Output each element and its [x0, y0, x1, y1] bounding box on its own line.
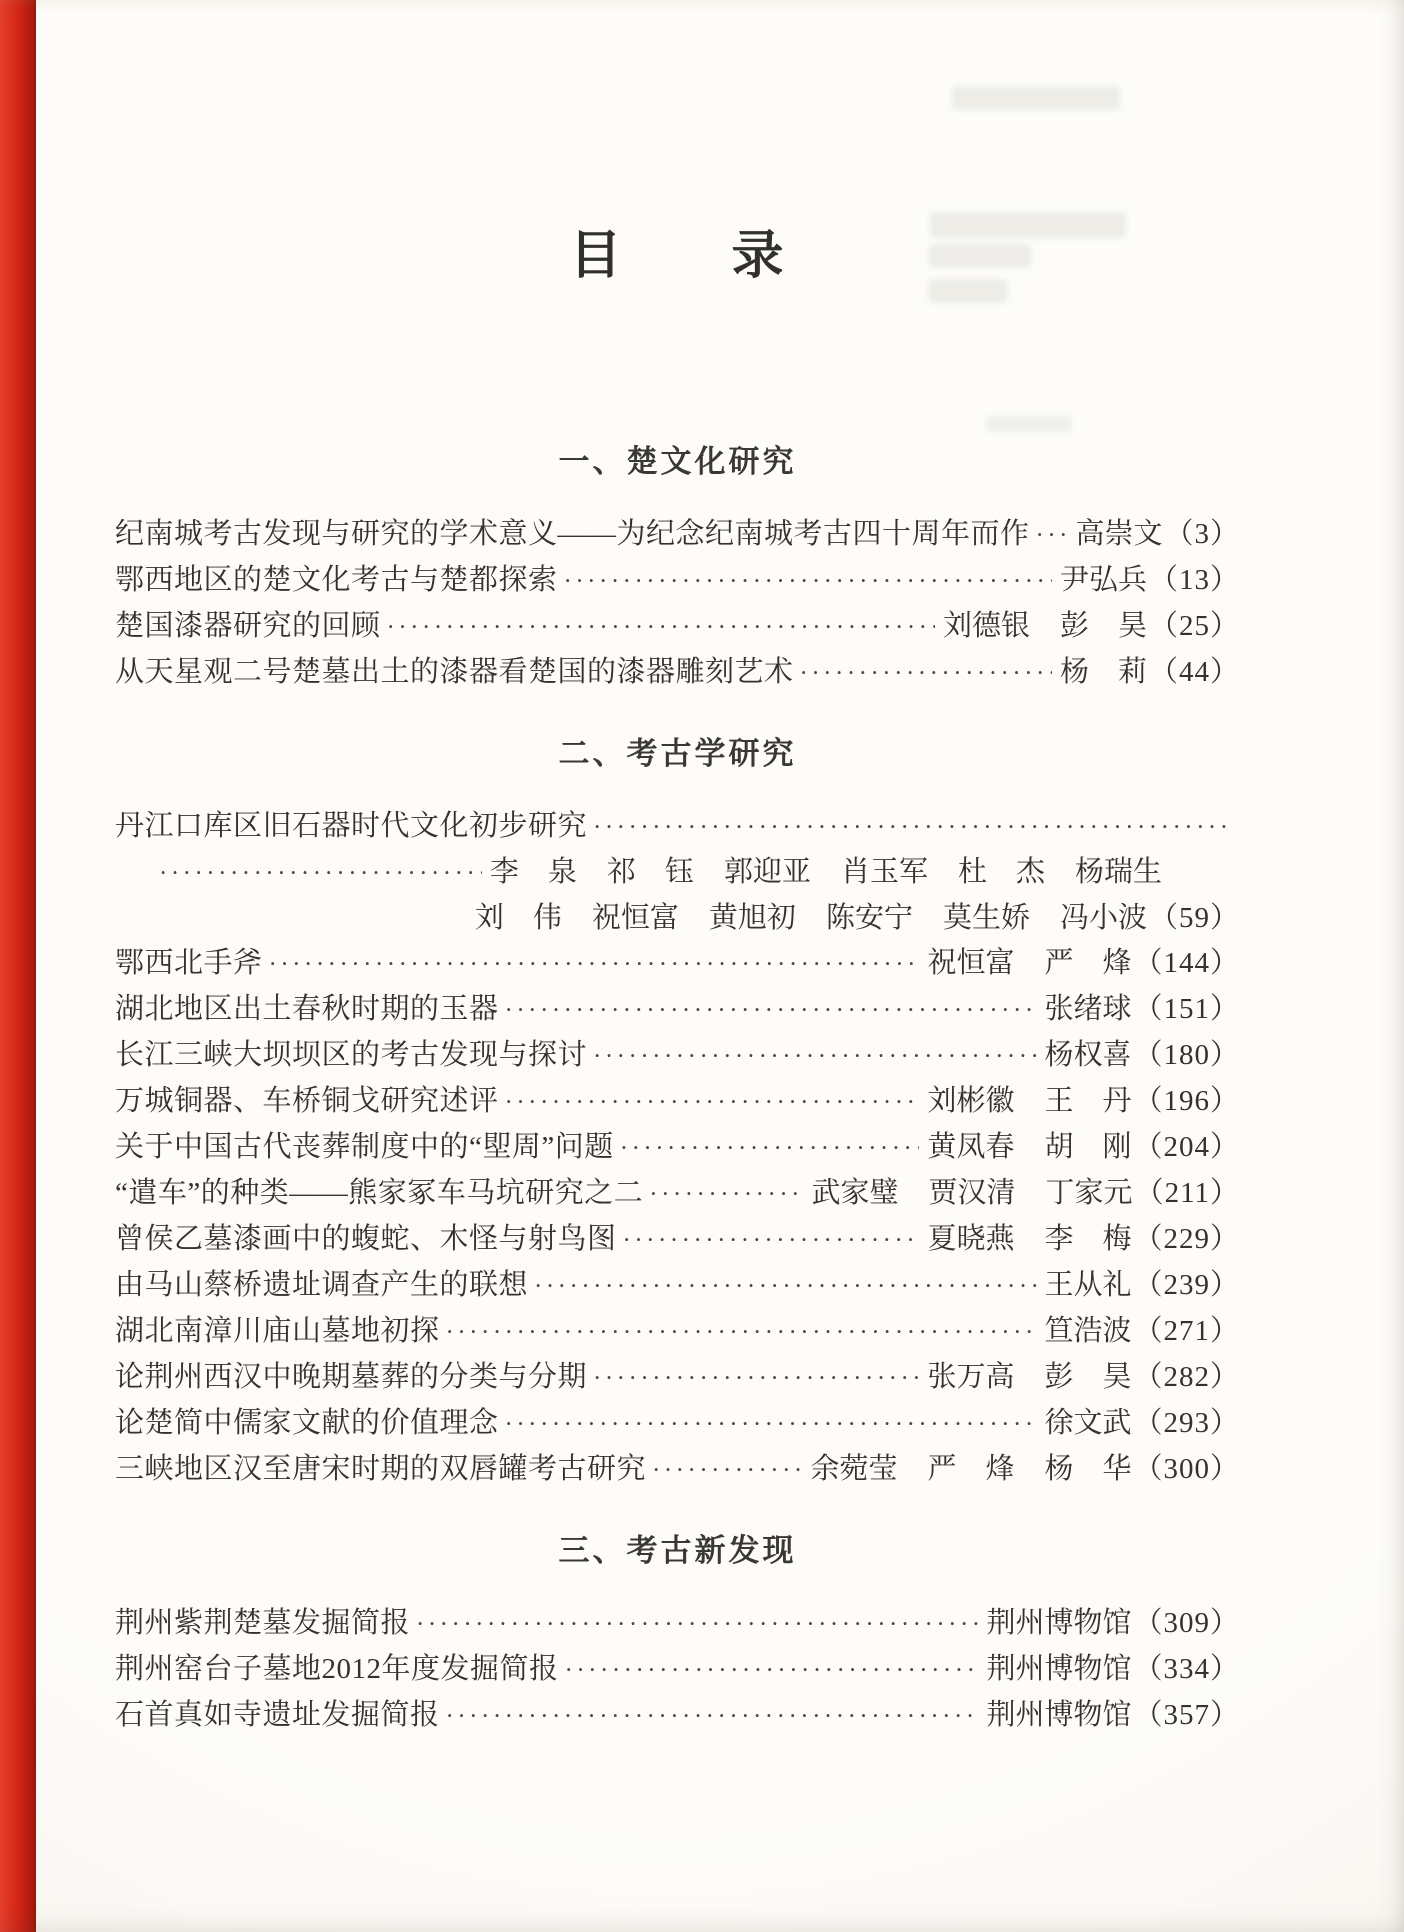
- entry-page-number: （229）: [1133, 1223, 1240, 1255]
- dot-leader: [505, 988, 1037, 1033]
- entry-page-number: （25）: [1148, 610, 1240, 642]
- entry-author: 荆州博物馆: [986, 1653, 1132, 1685]
- dot-leader: [534, 1264, 1036, 1309]
- section-entries: [115, 804, 1240, 1493]
- toc-entry-line: [115, 1401, 1240, 1447]
- dot-leader: [446, 1694, 979, 1739]
- dot-leader: [565, 1648, 979, 1693]
- entry-page-number: （144）: [1133, 947, 1240, 979]
- entry-author: 肖玉军: [840, 856, 928, 888]
- toc-entry-line: [115, 1309, 1240, 1355]
- entry-title: 鄂西北手斧: [115, 947, 263, 979]
- entry-authors: [812, 1171, 1133, 1216]
- entry-page-number: （271）: [1133, 1315, 1240, 1347]
- entry-author: 荆州博物馆: [986, 1699, 1132, 1731]
- dot-leader: [159, 851, 482, 896]
- dot-leader: [269, 942, 920, 987]
- entry-authors: [810, 1447, 1131, 1492]
- toc-entry-line: [115, 1033, 1240, 1079]
- entry-authors: [986, 1647, 1131, 1692]
- entry-author: 丁家元: [1045, 1177, 1133, 1209]
- toc-entry-line: [115, 1601, 1240, 1647]
- toc-entry-line: [115, 896, 1240, 941]
- entry-author: 祝恒富: [591, 902, 679, 934]
- dot-leader: [652, 1448, 802, 1493]
- toc-sections: [115, 440, 1240, 1739]
- entry-authors: [475, 896, 1147, 941]
- section-heading: 二、考古学研究: [558, 736, 797, 771]
- entry-title: 论楚简中儒家文献的价值理念: [115, 1407, 499, 1439]
- entry-page-number: （59）: [1148, 902, 1240, 934]
- entry-page-number: （239）: [1133, 1269, 1240, 1301]
- entry-authors: [927, 1355, 1131, 1400]
- toc-entry-line: [115, 1355, 1240, 1401]
- entry-author: 刘 伟: [474, 902, 562, 934]
- entry-author: 胡 刚: [1044, 1131, 1132, 1163]
- entry-author: 杨瑞生: [1074, 856, 1162, 888]
- entry-author: 莫生娇: [942, 902, 1030, 934]
- entry-title: 鄂西地区的楚文化考古与楚都探索: [115, 564, 558, 596]
- entry-authors: [927, 1217, 1131, 1262]
- entry-title: 三峡地区汉至唐宋时期的双唇罐考古研究: [115, 1453, 647, 1485]
- entry-author: 笪浩波: [1044, 1315, 1132, 1347]
- entry-page-number: （204）: [1133, 1131, 1240, 1163]
- entry-title: 关于中国古代丧葬制度中的“堲周”问题: [115, 1131, 614, 1163]
- entry-author: 郭迎亚: [723, 856, 811, 888]
- entry-author: 黄凤春: [927, 1131, 1015, 1163]
- entry-author: 王从礼: [1044, 1269, 1132, 1301]
- toc-content: [115, 0, 1240, 1739]
- entry-title: 曾侯乙墓漆画中的蝮蛇、木怪与射鸟图: [115, 1223, 617, 1255]
- toc-entry-line: [115, 987, 1240, 1033]
- toc-entry-line: [115, 1125, 1240, 1171]
- toc-entry-line: [115, 604, 1240, 650]
- dot-leader: [623, 1218, 920, 1263]
- entry-page-number: （196）: [1133, 1085, 1240, 1117]
- entry-title: 湖北南漳川庙山墓地初探: [115, 1315, 440, 1347]
- entry-authors: [986, 1693, 1131, 1738]
- entry-author: 余菀莹: [810, 1453, 898, 1485]
- entry-author: 张万高: [927, 1361, 1015, 1393]
- entry-title: 长江三峡大坝坝区的考古发现与探讨: [115, 1039, 588, 1071]
- entry-title: 湖北地区出土春秋时期的玉器: [115, 993, 499, 1025]
- entry-author: 杨 华: [1044, 1453, 1132, 1485]
- entry-page-number: （293）: [1133, 1407, 1240, 1439]
- entry-title: 论荆州西汉中晚期墓葬的分类与分期: [115, 1361, 588, 1393]
- dot-leader: [620, 1126, 920, 1171]
- toc-entry-line: [115, 1217, 1240, 1263]
- entry-title: “遣车”的种类——熊家冢车马坑研究之二: [115, 1177, 644, 1209]
- entry-authors: [927, 941, 1131, 986]
- entry-page-number: （151）: [1133, 993, 1240, 1025]
- entry-author: 彭 昊: [1059, 610, 1147, 642]
- entry-title: 荆州紫荆楚墓发掘简报: [115, 1607, 411, 1639]
- entry-authors: [986, 1601, 1131, 1646]
- dot-leader: [593, 1034, 1036, 1079]
- entry-page-number: （13）: [1148, 564, 1240, 596]
- entry-page-number: （357）: [1133, 1699, 1240, 1731]
- entry-authors: [1044, 1401, 1131, 1446]
- entry-authors: [1044, 1309, 1131, 1354]
- entry-title: 楚国漆器研究的回顾: [115, 610, 381, 642]
- entry-author: 高崇文: [1075, 518, 1163, 550]
- entry-title: 丹江口库区旧石器时代文化初步研究: [115, 810, 588, 842]
- entry-page-number: （300）: [1133, 1453, 1240, 1485]
- book-cover-edge: [0, 0, 36, 1932]
- entry-authors: [1075, 512, 1162, 557]
- entry-author: 夏晓燕: [927, 1223, 1015, 1255]
- entry-page-number: （282）: [1133, 1361, 1240, 1393]
- dot-leader: [649, 1172, 803, 1217]
- entry-authors: [943, 604, 1147, 649]
- entry-author: 李 梅: [1044, 1223, 1132, 1255]
- entry-author: 陈安宁: [825, 902, 913, 934]
- entry-page-number: （44）: [1148, 656, 1240, 688]
- entry-author: 李 泉: [489, 856, 577, 888]
- toc-entry-line: [115, 804, 1240, 850]
- entry-author: 武家璧: [811, 1177, 899, 1209]
- entry-page-number: （180）: [1133, 1039, 1240, 1071]
- entry-author: 彭 昊: [1044, 1361, 1132, 1393]
- entry-title: 纪南城考古发现与研究的学术意义——为纪念纪南城考古四十周年而作: [115, 518, 1030, 550]
- entry-author: 贾汉清: [928, 1177, 1016, 1209]
- section-heading: 一、楚文化研究: [558, 444, 797, 479]
- dot-leader: [800, 651, 1052, 696]
- dot-leader: [1036, 513, 1068, 558]
- entry-title: 万城铜器、车桥铜戈研究述评: [115, 1085, 499, 1117]
- entry-page-number: （309）: [1133, 1607, 1240, 1639]
- toc-entry-line: [115, 512, 1240, 558]
- dot-leader: [446, 1310, 1037, 1355]
- dot-leader: [593, 1356, 919, 1401]
- entry-author: 祝恒富: [927, 947, 1015, 979]
- entry-title: 从天星观二号楚墓出土的漆器看楚国的漆器雕刻艺术: [115, 656, 794, 688]
- toc-entry-line: [115, 1647, 1240, 1693]
- toc-section: [115, 1529, 1240, 1739]
- entry-page-number: （211）: [1134, 1177, 1240, 1209]
- entry-author: 王 丹: [1044, 1085, 1132, 1117]
- toc-entry-line: [115, 1263, 1240, 1309]
- page-title: 目 录: [569, 228, 786, 285]
- toc-entry-line: [115, 1693, 1240, 1739]
- toc-entry-line: [115, 1447, 1240, 1493]
- entry-authors: [490, 850, 1162, 895]
- toc-entry-line: [115, 850, 1240, 896]
- entry-author: 荆州博物馆: [986, 1607, 1132, 1639]
- entry-author: 徐文武: [1044, 1407, 1132, 1439]
- entry-title: 石首真如寺遗址发掘简报: [115, 1699, 440, 1731]
- entry-authors: [927, 1125, 1131, 1170]
- entry-author: 张绪球: [1044, 993, 1132, 1025]
- toc-entry-line: [115, 1079, 1240, 1125]
- toc-section: [115, 732, 1240, 1493]
- entry-author: 严 烽: [927, 1453, 1015, 1485]
- entry-authors: [1044, 1033, 1131, 1078]
- entry-page-number: （334）: [1133, 1653, 1240, 1685]
- dot-leader: [387, 605, 935, 650]
- entry-author: 冯小波: [1059, 902, 1147, 934]
- entry-title: 荆州窑台子墓地2012年度发掘简报: [115, 1653, 559, 1685]
- dot-leader: [564, 559, 1052, 604]
- entry-author: 黄旭初: [708, 902, 796, 934]
- entry-title: 由马山蔡桥遗址调查产生的联想: [115, 1269, 529, 1301]
- entry-authors: [1044, 1263, 1131, 1308]
- entry-authors: [1060, 650, 1147, 695]
- section-entries: [115, 512, 1240, 696]
- entry-author: 刘德银: [942, 610, 1030, 642]
- toc-section: [115, 440, 1240, 696]
- toc-entry-line: [115, 1171, 1240, 1217]
- toc-entry-line: [115, 650, 1240, 696]
- entry-author: 刘彬徽: [927, 1085, 1015, 1117]
- section-entries: [115, 1601, 1240, 1739]
- entry-author: 严 烽: [1044, 947, 1132, 979]
- dot-leader: [593, 805, 1232, 850]
- section-heading: 三、考古新发现: [558, 1533, 797, 1568]
- dot-leader: [505, 1402, 1037, 1447]
- entry-authors: [927, 1079, 1131, 1124]
- entry-authors: [1060, 558, 1147, 603]
- entry-author: 尹弘兵: [1059, 564, 1147, 596]
- entry-authors: [1044, 987, 1131, 1032]
- toc-entry-line: [115, 558, 1240, 604]
- dot-leader: [505, 1080, 920, 1125]
- dot-leader: [416, 1602, 978, 1647]
- entry-page-number: （3）: [1164, 518, 1240, 550]
- toc-entry-line: [115, 941, 1240, 987]
- entry-author: 祁 钰: [606, 856, 694, 888]
- entry-author: 杨 莉: [1059, 656, 1147, 688]
- entry-author: 杨权喜: [1044, 1039, 1132, 1071]
- entry-author: 杜 杰: [957, 856, 1045, 888]
